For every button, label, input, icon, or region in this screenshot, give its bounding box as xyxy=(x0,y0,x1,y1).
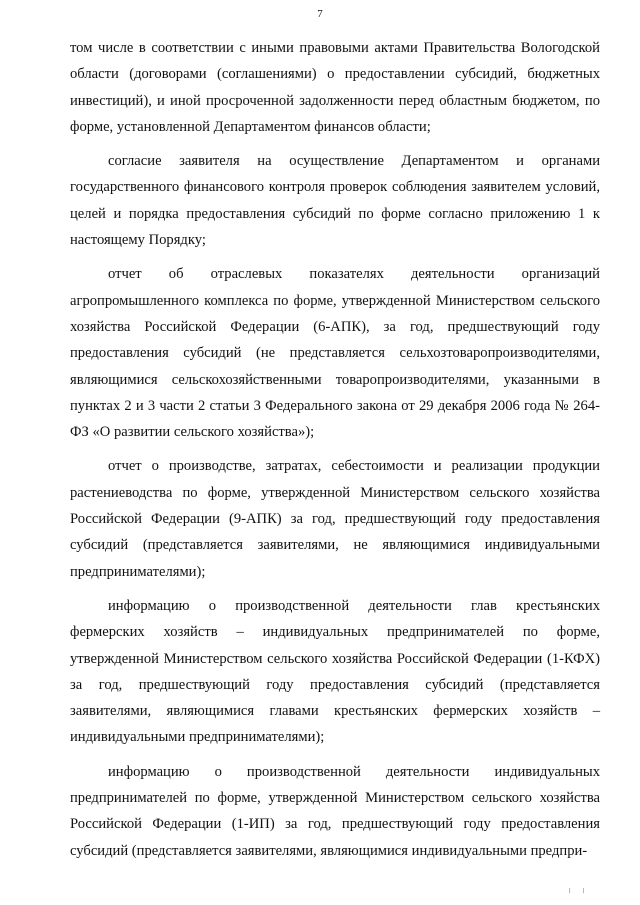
paragraph-consent: согласие заявителя на осуществление Департаментом и органами государственного финансового контроля проверок соблюдения заявителем условий, целей и порядка предоставления субсидий по форме согласно приложению 1 к настоящему Порядку; xyxy=(70,153,600,249)
scan-marks: ╷ ╷ xyxy=(567,883,590,893)
document-body xyxy=(70,35,600,872)
paragraph-9-apk-report: отчет о производстве, затратах, себестоимости и реализации продукции растениеводства по форме, утвержденной Министерством сельского хозяйства Российской Федерации (9-АПК) за год, предшествующий году предоставления субсидий (представляется заявителями, не являющимися индивидуальными предпринимателями); xyxy=(70,458,600,580)
paragraph-6-apk-report: отчет об отраслевых показателях деятельности организаций агропромышленного комплекса по форме, утвержденной Министерством сельского хозяйства Российской Федерации (6-АПК), за год, предшествующий году предоставления субсидий (не представляется сельхозтоваропроизводителями, являющимися сельскохозяйственными товаропроизводителями, указанными в пунктах 2 и 3 части 2 статьи 3 Федерального закона от 29 декабря 2006 года № 264-ФЗ «О развитии сельского хозяйства»); xyxy=(70,266,600,441)
paragraph-1-kfh-info: информацию о производственной деятельности глав крестьянских фермерских хозяйств – индивидуальных предпринимателей по форме, утвержденной Министерством сельского хозяйства Российской Федерации (1-КФХ) за год, предшествующий году предоставления субсидий (представляется заявителями, являющимися главами крестьянских фермерских хозяйств – индивидуальными предпринимателями); xyxy=(70,597,600,746)
page-number: 7 xyxy=(317,8,323,20)
paragraph-continuation: том числе в соответствии с иными правовыми актами Правительства Вологодской области (договорами (соглашениями) о предоставлении субсидий, бюджетных инвестиций), и иной просроченной задолженности перед областным бюджетом, по форме, установленной Департаментом финансов области; xyxy=(70,40,600,135)
paragraph-1-ip-info: информацию о производственной деятельности индивидуальных предпринимателей по форме, утвержденной Министерством сельского хозяйства Российской Федерации (1-ИП) за год, предшествующий году предоставления субсидий (представляется заявителями, являющимися индивидуальными предпри- xyxy=(70,763,600,859)
